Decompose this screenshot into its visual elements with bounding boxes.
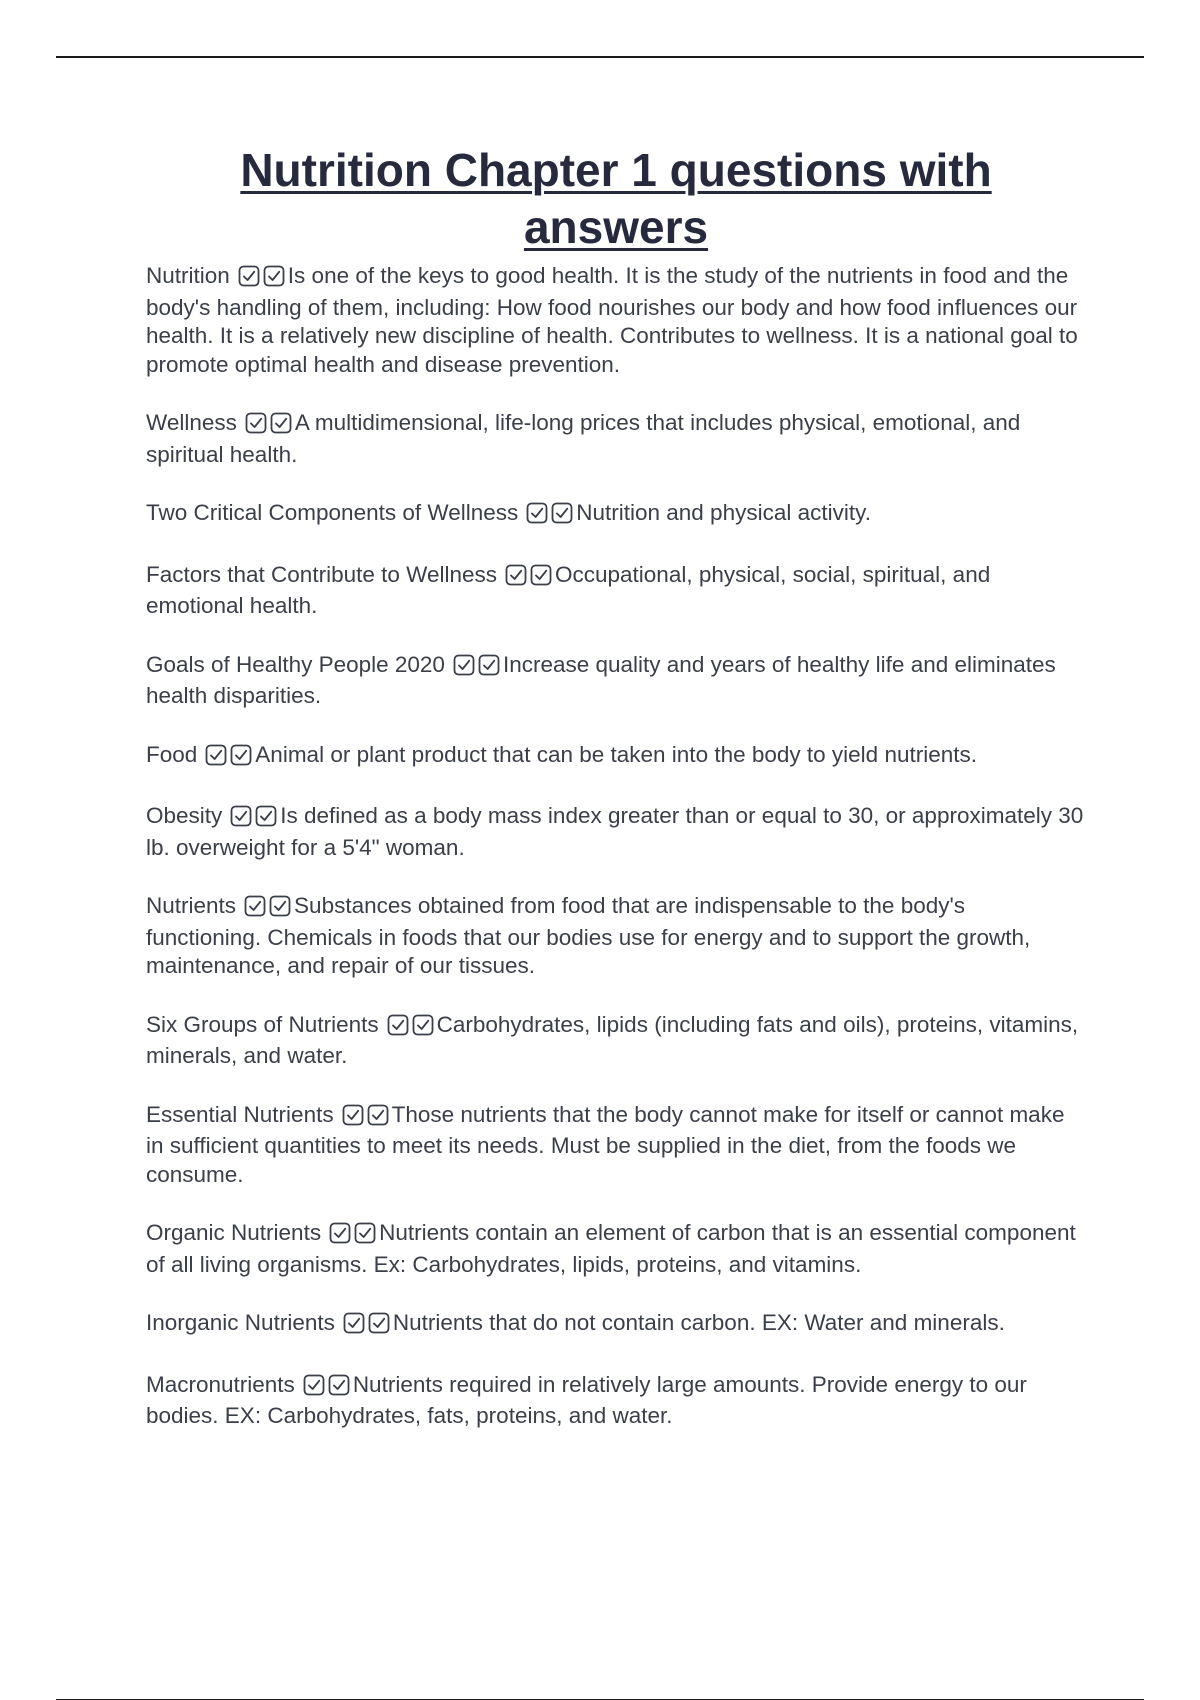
answer-marker [343, 1312, 393, 1341]
checkbox-checked-icon [453, 654, 475, 676]
entry-term: Inorganic Nutrients [146, 1310, 335, 1335]
checkbox-checked-icon [230, 805, 252, 827]
checkbox-checked-icon [367, 1104, 389, 1126]
answer-marker [329, 1222, 379, 1251]
answer-marker [505, 564, 555, 593]
qa-entry [146, 802, 1086, 862]
qa-entry [146, 741, 1086, 773]
entry-term: Essential Nutrients [146, 1101, 334, 1127]
answer-marker [244, 895, 294, 924]
entry-definition: Nutrients contain an element of carbon that is an essential component of all living organisms. Ex: Carbohydrates, lipids, proteins, and vitamins. [146, 1220, 1076, 1277]
checkbox-checked-icon [478, 654, 500, 676]
entry-term: Goals of Healthy People 2020 [146, 651, 445, 677]
answer-marker [238, 265, 288, 294]
qa-entry [146, 1371, 1086, 1431]
entry-definition: A multidimensional, life-long prices that includes physical, emotional, and spiritual health. [146, 410, 1021, 467]
checkbox-checked-icon [342, 1104, 364, 1126]
entry-term: Organic Nutrients [146, 1220, 322, 1245]
qa-entry [146, 651, 1086, 711]
answer-marker [387, 1014, 437, 1043]
checkbox-checked-icon [270, 412, 292, 434]
checkbox-checked-icon [328, 1374, 350, 1396]
entry-definition: Is defined as a body mass index greater than or equal to 30, or approximately 30 lb. overweight for a 5'4" woman. [146, 803, 1084, 860]
answer-marker [342, 1104, 392, 1133]
qa-entry [146, 892, 1086, 981]
checkbox-checked-icon [303, 1374, 325, 1396]
checkbox-checked-icon [530, 564, 552, 586]
entry-term: Food [146, 741, 198, 767]
entry-definition: Occupational, physical, social, spiritual, and emotional health. [146, 561, 991, 618]
entry-term: Wellness [146, 410, 237, 435]
entry-term: Macronutrients [146, 1371, 295, 1397]
checkbox-checked-icon [412, 1014, 434, 1036]
qa-entry [146, 262, 1086, 379]
entry-definition: Nutrition and physical activity. [576, 500, 871, 525]
checkbox-checked-icon [354, 1222, 376, 1244]
qa-entry [146, 409, 1086, 469]
entry-definition: Nutrients required in relatively large amounts. Provide energy to our bodies. EX: Carbohydrates, fats, proteins, and water. [146, 1371, 1027, 1428]
entry-definition: Those nutrients that the body cannot make for itself or cannot make in sufficient quantities to meet its needs. Must be supplied in the diet, from the foods we consume. [146, 1101, 1065, 1187]
top-rule [56, 56, 1144, 58]
entry-term: Nutrients [146, 893, 237, 918]
checkbox-checked-icon [368, 1312, 390, 1334]
answer-marker [526, 502, 576, 531]
entry-term: Six Groups of Nutrients [146, 1011, 379, 1037]
qa-entry [146, 1219, 1086, 1279]
page-title: Nutrition Chapter 1 questions with answers [240, 144, 992, 253]
answer-marker [230, 805, 280, 834]
checkbox-checked-icon [269, 895, 291, 917]
checkbox-checked-icon [387, 1014, 409, 1036]
document-body [146, 142, 1086, 1461]
checkbox-checked-icon [329, 1222, 351, 1244]
checkbox-checked-icon [255, 805, 277, 827]
entry-term: Obesity [146, 803, 223, 828]
checkbox-checked-icon [343, 1312, 365, 1334]
qa-entry [146, 561, 1086, 621]
entry-definition: Is one of the keys to good health. It is the study of the nutrients in food and the body's handling of them, including: How food nourishes our body and how food influences our health. It is a relatively new discipline of health. Contributes to wellness. It is a national goal to promote optimal health and disease prevention. [146, 263, 1078, 377]
entry-definition: Animal or plant product that can be taken into the body to yield nutrients. [255, 741, 977, 767]
checkbox-checked-icon [205, 744, 227, 766]
entry-definition: Increase quality and years of healthy life and eliminates health disparities. [146, 651, 1056, 708]
checkbox-checked-icon [551, 502, 573, 524]
qa-entry [146, 1309, 1086, 1341]
checkbox-checked-icon [263, 265, 285, 287]
answer-marker [303, 1374, 353, 1403]
entry-term: Two Critical Components of Wellness [146, 500, 519, 525]
entry-definition: Nutrients that do not contain carbon. EX: Water and minerals. [392, 1310, 1005, 1335]
checkbox-checked-icon [505, 564, 527, 586]
qa-entry [146, 1011, 1086, 1071]
entry-term: Nutrition [146, 263, 230, 288]
qa-entry [146, 499, 1086, 531]
checkbox-checked-icon [244, 895, 266, 917]
entry-definition: Substances obtained from food that are indispensable to the body's functioning. Chemicals in foods that our bodies use for energy and to support the growth, maintenance, and repair of our tissues. [146, 893, 1031, 978]
checkbox-checked-icon [526, 502, 548, 524]
qa-entry [146, 1101, 1086, 1190]
answer-marker [245, 412, 295, 441]
checkbox-checked-icon [238, 265, 260, 287]
checkbox-checked-icon [245, 412, 267, 434]
entry-term: Factors that Contribute to Wellness [146, 561, 497, 587]
checkbox-checked-icon [230, 744, 252, 766]
entry-definition: Carbohydrates, lipids (including fats and oils), proteins, vitamins, minerals, and water. [146, 1011, 1079, 1068]
answer-marker [453, 654, 503, 683]
qa-list [146, 262, 1086, 1431]
answer-marker [205, 744, 255, 773]
